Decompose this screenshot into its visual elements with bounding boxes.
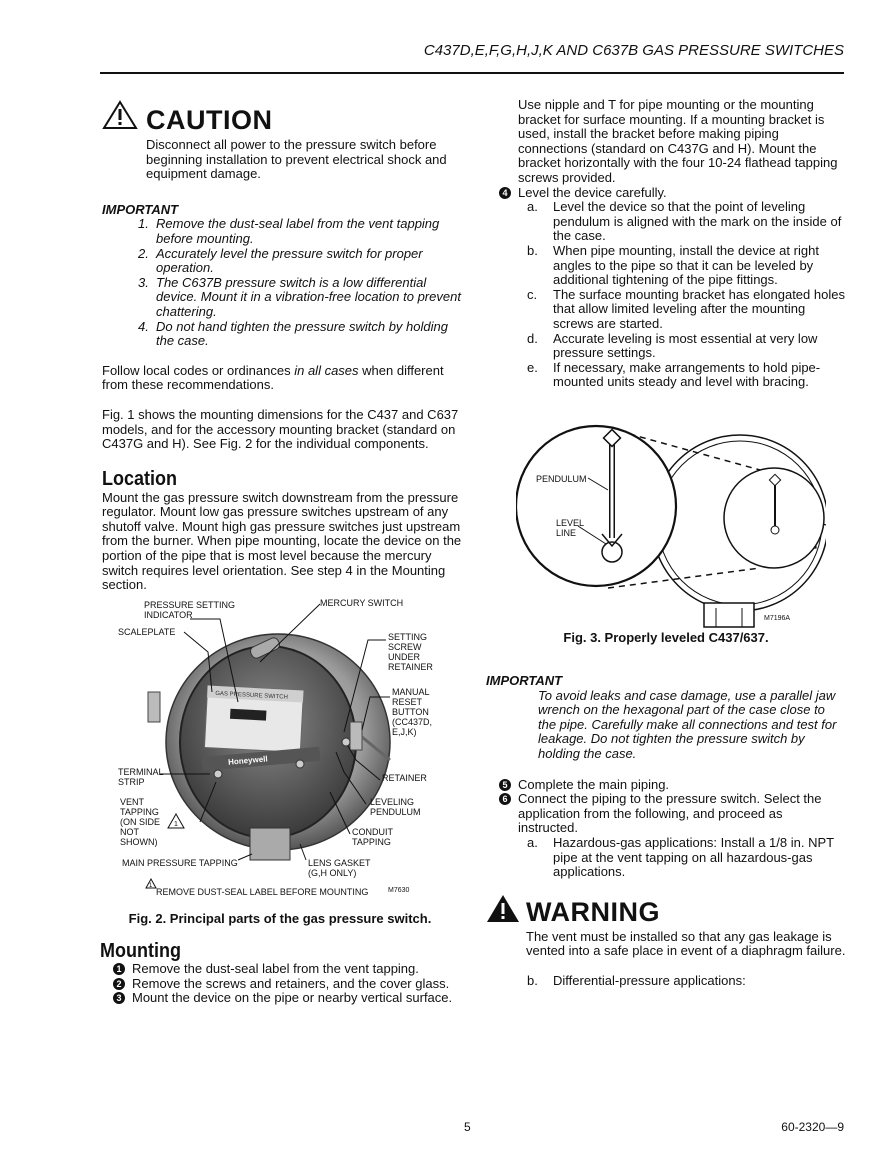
important-list xyxy=(138,217,467,348)
location-heading: Location xyxy=(102,467,178,490)
step-number-badge: 1 xyxy=(113,963,125,975)
label-mercury-switch: MERCURY SWITCH xyxy=(320,598,404,608)
label-setting-screw: SETTING SCREW UNDER RETAINER xyxy=(388,632,433,672)
label-level-line: LEVEL LINE xyxy=(556,518,584,538)
mounting-step-4: 4 Level the device carefully. xyxy=(486,186,846,201)
important-item: 2. Accurately level the pressure switch for proper operation. xyxy=(138,245,423,276)
step6-sublist xyxy=(486,836,846,880)
important-item: 4. Do not hand tighten the pressure switch by holding the case. xyxy=(138,318,448,349)
label-vent-tapping: VENT TAPPING (ON SIDE NOT SHOWN) xyxy=(120,797,161,847)
step-number-badge: 3 xyxy=(113,992,125,1004)
label-conduit-tapping: CONDUIT TAPPING xyxy=(352,827,393,847)
vent-note-number: 1 xyxy=(174,821,178,828)
mounting-step-6: 6 Connect the piping to the pressure switch. Select the application from the following, and proceed as instructed. xyxy=(486,792,846,836)
step-number-badge: 6 xyxy=(499,793,511,805)
label-leveling-pendulum: LEVELING PENDULUM xyxy=(370,797,421,817)
running-header: C437D,E,F,G,H,J,K AND C637B GAS PRESSURE SWITCHES xyxy=(423,42,844,59)
honeywell-logo: Honeywell xyxy=(227,754,268,767)
fig3-diagram xyxy=(516,418,826,628)
warning-triangle-icon xyxy=(486,894,520,924)
sub-item: e. If necessary, make arrangements to hold pipe-mounted units steady and level with bracing. xyxy=(527,359,821,390)
label-pressure-setting: PRESSURE SETTING INDICATOR xyxy=(144,600,236,620)
fig3-caption: Fig. 3. Properly leveled C437/637. xyxy=(563,630,769,645)
sub-item: b. Differential-pressure applications: xyxy=(527,972,746,988)
important-item: 1. Remove the dust-seal label from the vent tapping before mounting. xyxy=(138,216,440,246)
step-number-badge: 5 xyxy=(499,779,511,791)
step-number-badge: 4 xyxy=(499,187,511,199)
mounting-step-5: 5 Complete the main piping. xyxy=(486,778,846,793)
caution-triangle-icon xyxy=(102,100,138,130)
important2-text: To avoid leaks and case damage, use a parallel jaw wrench on the hexagonal part of the case close to the pipe. Carefully make all connections and test for leakage. Do not tighten the pressure switch by holding the case. xyxy=(538,687,837,761)
mounting-step: 1 Remove the dust-seal label from the vent tapping. xyxy=(100,962,472,977)
header-rule xyxy=(100,72,844,74)
warning-text: The vent must be installed so that any gas leakage is vented into a safe place in event of a diaphragm failure. xyxy=(526,928,846,959)
location-text: Mount the gas pressure switch downstream from the pressure regulator. Mount low gas pressure switches upstream of any shutoff valve. Mount high gas pressure switches just upstream from the burner. When pipe mounting, locate the device on the portion of the pipe that is most level because the mercury switch requires level orientation. See step 4 in the Mounting section. xyxy=(102,489,462,593)
step-number-badge: 2 xyxy=(113,978,125,990)
caution-heading xyxy=(102,100,467,136)
important2-label: IMPORTANT xyxy=(486,673,563,688)
step4-sublist xyxy=(486,200,846,390)
right-column xyxy=(486,98,846,390)
document-number: 60-2320—9 xyxy=(781,1120,844,1134)
mounting-step: 3 Mount the device on the pipe or nearby vertical surface. xyxy=(100,991,472,1006)
step6-sublist-b xyxy=(486,974,846,989)
sub-item: a. Hazardous-gas applications: Install a 1/8 in. NPT pipe at the vent tapping on all hazardous-gas applications. xyxy=(527,834,834,880)
label-remove-dust-seal: REMOVE DUST-SEAL LABEL BEFORE MOUNTING xyxy=(156,887,369,897)
sub-item: d. Accurate leveling is most essential at very low pressure settings. xyxy=(527,330,818,361)
sub-item: a. Level the device so that the point of leveling pendulum is aligned with the mark on the inside of the case. xyxy=(527,199,842,244)
label-main-pressure: MAIN PRESSURE TAPPING xyxy=(122,858,238,868)
figure-code: M7630 xyxy=(388,887,410,894)
fig2-caption: Fig. 2. Principal parts of the gas pressure switch. xyxy=(128,911,432,926)
caution-title: CAUTION xyxy=(146,105,273,135)
note-number: 1 xyxy=(149,883,153,889)
fig1-para: Fig. 1 shows the mounting dimensions for the C437 and C637 models, and for the accessory mounting bracket (standard on C437G and H). See Fig. 2 for the individual components. xyxy=(102,406,459,452)
label-retainer: RETAINER xyxy=(382,773,427,783)
important-label: IMPORTANT xyxy=(102,201,179,217)
left-column xyxy=(102,100,467,593)
mounting-section xyxy=(100,940,472,1006)
label-lens-gasket: LENS GASKET (G,H ONLY) xyxy=(308,858,371,878)
mounting-heading: Mounting xyxy=(100,940,181,962)
label-scaleplate: SCALEPLATE xyxy=(118,627,176,637)
figure-code: M7196A xyxy=(764,615,791,622)
mounting-step: 2 Remove the screws and retainers, and the cover glass. xyxy=(100,977,472,992)
warning-title: WARNING xyxy=(526,896,660,927)
label-manual-reset: MANUAL RESET BUTTON (CC437D, E,J,K) xyxy=(392,687,433,737)
sub-item: c. The surface mounting bracket has elongated holes that allow limited leveling after the mounting screws are started. xyxy=(527,286,845,331)
caution-text: Disconnect all power to the pressure switch before beginning installation to prevent electrical shock and equipment damage. xyxy=(146,137,447,182)
local-codes-para: Follow local codes or ordinances in all cases when different from these recommendations. xyxy=(102,362,444,393)
step3-continued: Use nipple and T for pipe mounting or the mounting bracket for surface mounting. If a mounting bracket is used, install the bracket before making piping connections (standard on C437G and H). Mount the bracket horizontally with the four 10-24 flathead tapping screws provided. xyxy=(518,97,838,185)
label-pendulum: PENDULUM xyxy=(536,474,587,484)
warning-heading xyxy=(486,894,846,928)
fig2-diagram xyxy=(100,592,472,902)
right-lower xyxy=(486,674,846,989)
important-item: 3. The C637B pressure switch is a low differential device. Mount it in a vibration-free location to prevent chattering. xyxy=(138,274,461,319)
dial-title: GAS PRESSURE SWITCH xyxy=(215,690,289,701)
page-number: 5 xyxy=(464,1120,471,1134)
label-terminal-strip: TERMINAL STRIP xyxy=(118,767,164,787)
sub-item: b. When pipe mounting, install the device at right angles to the pipe so that it can be leveled by additional tightening of the pipe fittings. xyxy=(527,242,819,288)
